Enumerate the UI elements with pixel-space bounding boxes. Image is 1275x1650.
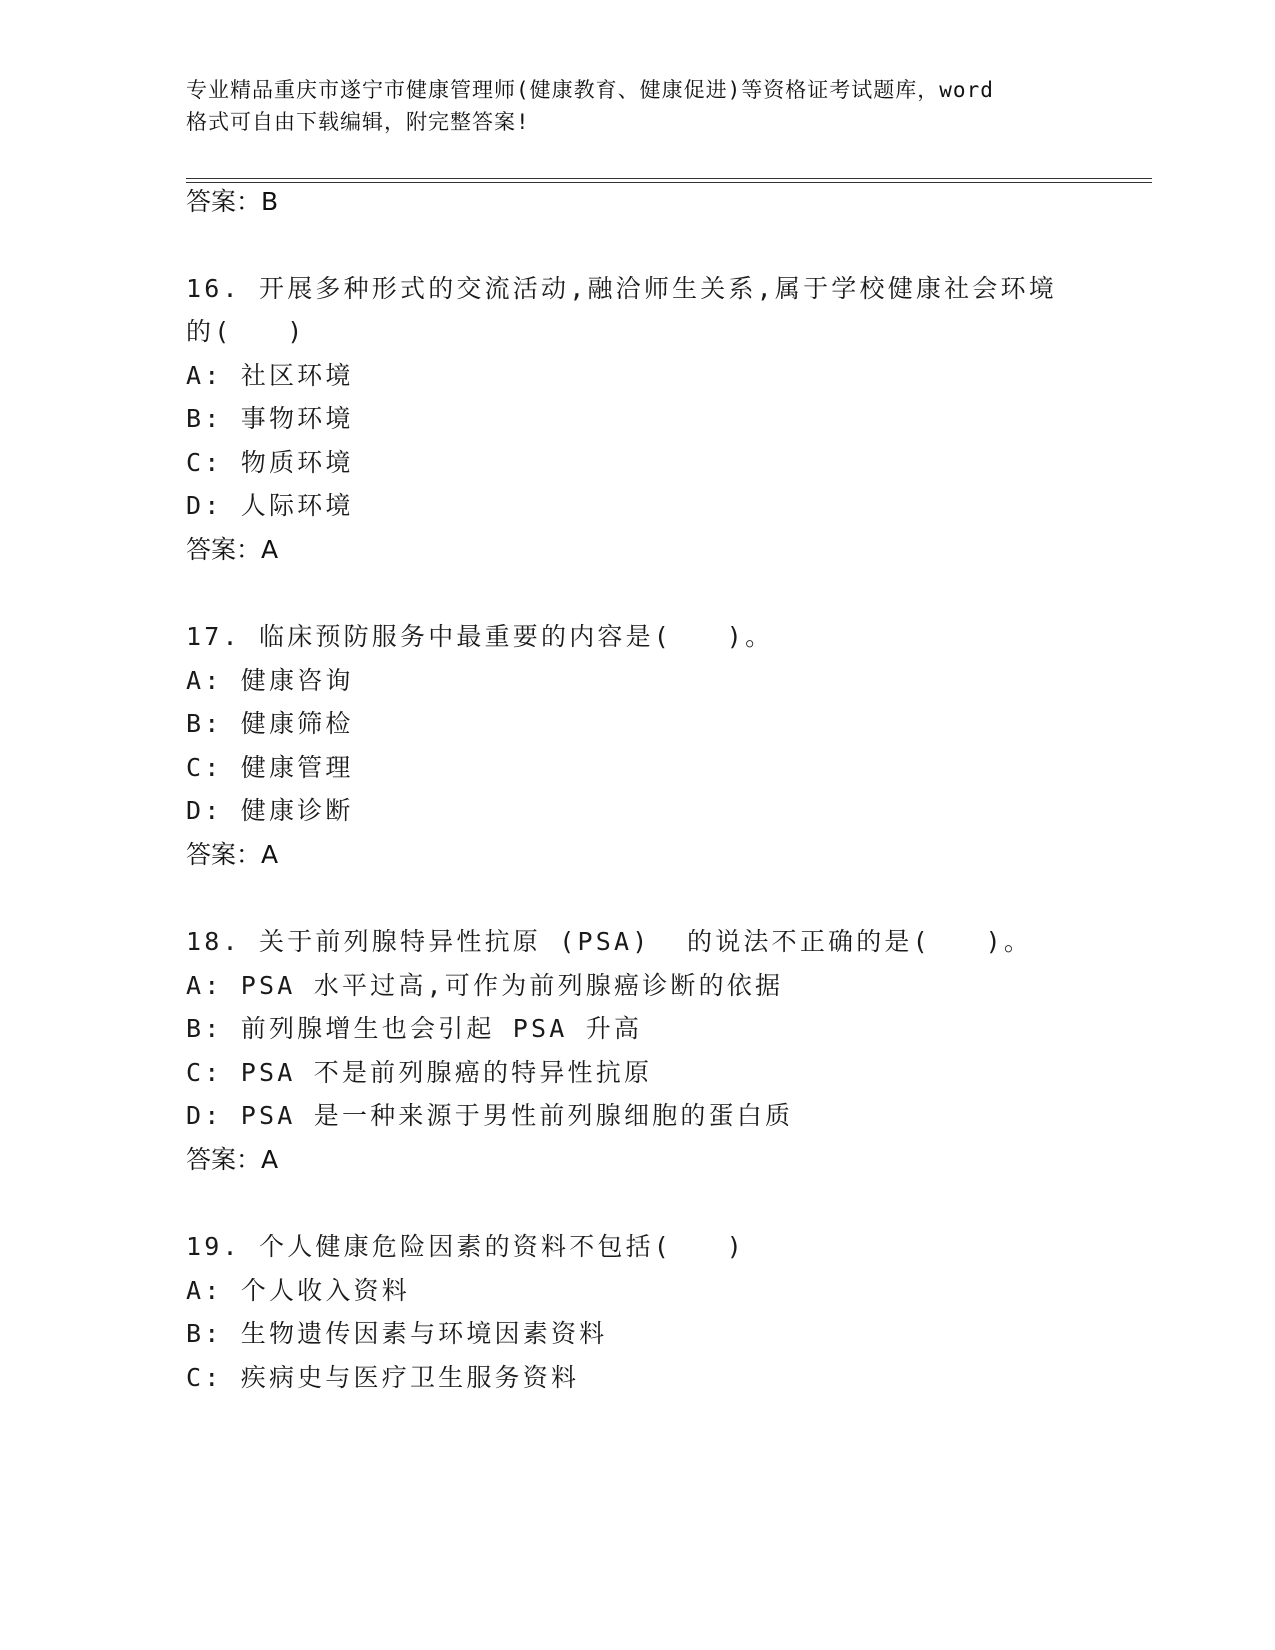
question-17-option-d: D: 健康诊断: [186, 796, 354, 825]
question-16-option-a: A: 社区环境: [186, 361, 354, 390]
question-16-stem-line-2: 的( ): [186, 317, 306, 346]
question-16-option-d: D: 人际环境: [186, 491, 354, 520]
question-19-option-c: C: 疾病史与医疗卫生服务资料: [186, 1363, 580, 1392]
question-17-option-b: B: 健康筛检: [186, 709, 354, 738]
header-line-2: 格式可自由下载编辑，附完整答案!: [186, 110, 530, 134]
question-17-stem: 17. 临床预防服务中最重要的内容是( )。: [186, 622, 774, 651]
header-rule-top: [186, 178, 1152, 179]
question-18-stem: 18. 关于前列腺特异性抗原 (PSA) 的说法不正确的是( )。: [186, 927, 1033, 956]
question-18-option-c: C: PSA 不是前列腺癌的特异性抗原: [186, 1058, 653, 1087]
answer-17: 答案：A: [186, 840, 279, 869]
answer-16: 答案：A: [186, 535, 279, 564]
header-rule-bottom: [186, 182, 1152, 183]
question-17-option-a: A: 健康咨询: [186, 666, 354, 695]
question-16-stem-line-1: 16. 开展多种形式的交流活动,融洽师生关系,属于学校健康社会环境: [186, 274, 1057, 303]
question-19-stem: 19. 个人健康危险因素的资料不包括( ): [186, 1232, 746, 1261]
question-18-option-b: B: 前列腺增生也会引起 PSA 升高: [186, 1014, 643, 1043]
answer-18: 答案：A: [186, 1145, 279, 1174]
question-19-option-a: A: 个人收入资料: [186, 1276, 410, 1305]
question-16-option-c: C: 物质环境: [186, 448, 354, 477]
question-17-option-c: C: 健康管理: [186, 753, 354, 782]
question-18-option-a: A: PSA 水平过高,可作为前列腺癌诊断的依据: [186, 971, 784, 1000]
question-16-option-b: B: 事物环境: [186, 404, 354, 433]
question-18-option-d: D: PSA 是一种来源于男性前列腺细胞的蛋白质: [186, 1101, 794, 1130]
header-line-1: 专业精品重庆市遂宁市健康管理师(健康教育、健康促进)等资格证考试题库，word: [186, 78, 994, 102]
question-19-option-b: B: 生物遗传因素与环境因素资料: [186, 1319, 608, 1348]
answer-15: 答案：B: [186, 187, 279, 216]
page-header: [186, 74, 1086, 138]
